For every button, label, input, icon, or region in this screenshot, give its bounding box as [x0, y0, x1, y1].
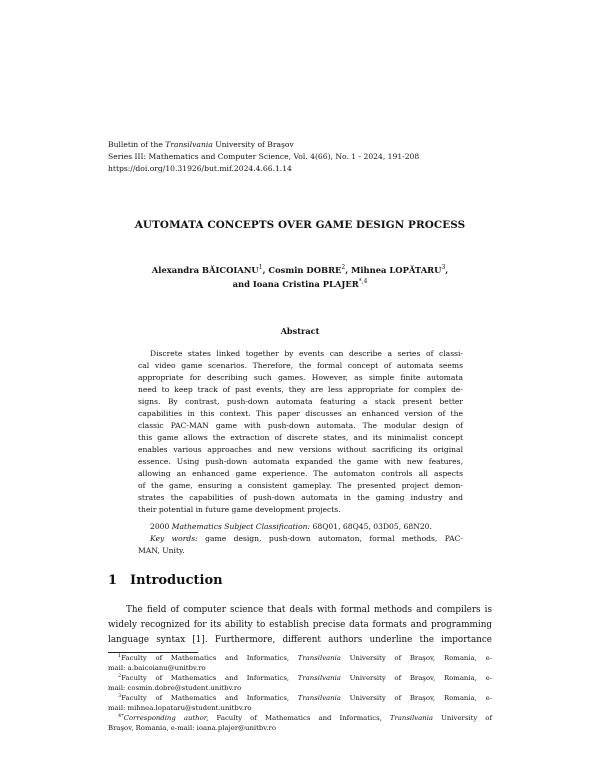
author-affiliation-mark: 2 — [341, 264, 346, 271]
abstract-line: essence. Using push-down automata expanded the game with new features, — [138, 457, 463, 466]
doi-link[interactable]: https://doi.org/10.31926/but.mif.2024.4.66.1.14 — [108, 164, 292, 173]
author-name: Alexandra BĂICOIANU — [151, 265, 259, 275]
footnote-text: University of Braşov, Romania, e- — [340, 674, 492, 682]
footnote-email[interactable]: Braşov, Romania, e-mail: ioana.plajer@unitbv.ro — [108, 724, 276, 732]
corresponding-author-label: Corresponding author, — [123, 714, 209, 722]
abstract-line: need to keep track of past events, they are less appropriate for complex de- — [138, 385, 463, 394]
footnote-university-italic: Transilvania — [297, 674, 341, 682]
section-heading — [108, 573, 223, 588]
keywords-line-2: MAN, Unity. — [138, 546, 185, 555]
abstract-line: of the game, ensuring a consistent gameplay. The presented project demon- — [138, 481, 463, 490]
section-number: 1 — [108, 573, 118, 588]
paper-title: AUTOMATA CONCEPTS OVER GAME DESIGN PROCESS — [134, 219, 466, 231]
author-name: Cosmin DOBRE — [268, 265, 342, 275]
footnote-email[interactable]: mail: a.baicoianu@unitbv.ro — [108, 664, 206, 672]
footnote-university-italic: Transilvania — [297, 654, 341, 662]
series-line: Series III: Mathematics and Computer Science, Vol. 4(66), No. 1 - 2024, 191-208 — [108, 152, 420, 161]
body-text-line: The field of computer science that deals with formal methods and compilers is — [126, 605, 492, 615]
footnote-mark: 1 — [118, 653, 122, 659]
body-text-line: widely recognized for its ability to establish precise data formats and programming — [108, 620, 492, 630]
footnote — [118, 694, 492, 704]
footnote — [118, 654, 492, 664]
footnote-mark: 2 — [118, 673, 122, 679]
footnote-mark: 3 — [118, 693, 122, 699]
journal-prefix: Bulletin of the — [108, 140, 166, 149]
footnote-text: Faculty of Mathematics and Informatics, — [121, 694, 298, 702]
body-text-line: language syntax [1]. Furthermore, different authors underline the importance — [108, 635, 492, 645]
abstract-line: strates the capabilities of push-down automata in the gaming industry and — [138, 493, 463, 502]
footnote-text: University of Braşov, Romania, e- — [340, 654, 492, 662]
abstract-line: Discrete states linked together by events can describe a series of classi- — [150, 349, 463, 358]
keywords-text: game design, push-down automaton, formal methods, PAC- — [197, 534, 464, 543]
journal-line — [108, 139, 508, 151]
footnote — [118, 714, 492, 724]
abstract-line: appropriate for describing such games. However, as simple finite automata — [138, 373, 463, 382]
keywords-line — [150, 533, 463, 545]
abstract-line: signs. By contrast, push-down automata featuring a stack present better — [138, 397, 463, 406]
footnote-university-italic: Transilvania — [389, 714, 434, 722]
author-affiliation-mark: *,4 — [358, 278, 368, 285]
footnote-text: Faculty of Mathematics and Informatics, — [121, 654, 298, 662]
msc-codes: 68Q01, 68Q45, 03D05, 68N20. — [310, 522, 432, 531]
footnote-text: Faculty of Mathematics and Informatics, — [208, 714, 390, 722]
abstract-heading: Abstract — [280, 326, 320, 336]
abstract-line: classic PAC-MAN game with push-down automata. The modular design of — [138, 421, 463, 430]
author-line-2 — [80, 277, 520, 291]
msc-label: Mathematics Subject Classification: — [171, 522, 311, 531]
footnote-university-italic: Transilvania — [297, 694, 341, 702]
footnote-email[interactable]: mail: cosmin.dobre@student.unitbv.ro — [108, 684, 242, 692]
author-line-1: Alexandra BĂICOIANU$^1$, Cosmin DOBRE$^2$, Mihnea LOPĂTARU$^3$, — [151, 264, 449, 275]
section-title: Introduction — [130, 573, 223, 588]
keywords-label: Key words: — [150, 534, 198, 543]
abstract-line: capabilities in this context. This paper discusses an enhanced version of the — [138, 409, 463, 418]
footnote-email[interactable]: mail: mihnea.lopataru@student.unitbv.ro — [108, 704, 252, 712]
msc-year: 2000 — [150, 522, 172, 531]
abstract-line: this game allows the extraction of discrete states, and its minimalist concept — [138, 433, 463, 442]
footnote-text: University of Braşov, Romania, e- — [340, 694, 492, 702]
author-affiliation-mark: 3 — [441, 264, 446, 271]
abstract-line: cal video game scenarios. Therefore, the formal concept of automata seems — [138, 361, 463, 370]
footnote-text: University of — [433, 714, 492, 722]
abstract-line: allowing an enhanced game experience. The automaton controls all aspects — [138, 469, 463, 478]
author-name: Mihnea LOPĂTARU — [351, 265, 442, 275]
abstract-line: their potential in future game development projects. — [138, 505, 341, 514]
msc-classification — [150, 521, 463, 533]
abstract-line: enables various approaches and new versions without sacrificing its original — [138, 445, 463, 454]
footnote-rule — [108, 652, 198, 653]
footnote-text: Faculty of Mathematics and Informatics, — [121, 674, 298, 682]
footnote — [118, 674, 492, 684]
footnote-mark: 4* — [118, 713, 124, 719]
author-name: Ioana Cristina PLAJER — [252, 279, 359, 289]
journal-university-italic: Transilvania — [165, 140, 213, 149]
author-affiliation-mark: 1 — [258, 264, 263, 271]
author-conjunction: and — [232, 279, 253, 289]
journal-suffix: University of Braşov — [212, 140, 294, 149]
